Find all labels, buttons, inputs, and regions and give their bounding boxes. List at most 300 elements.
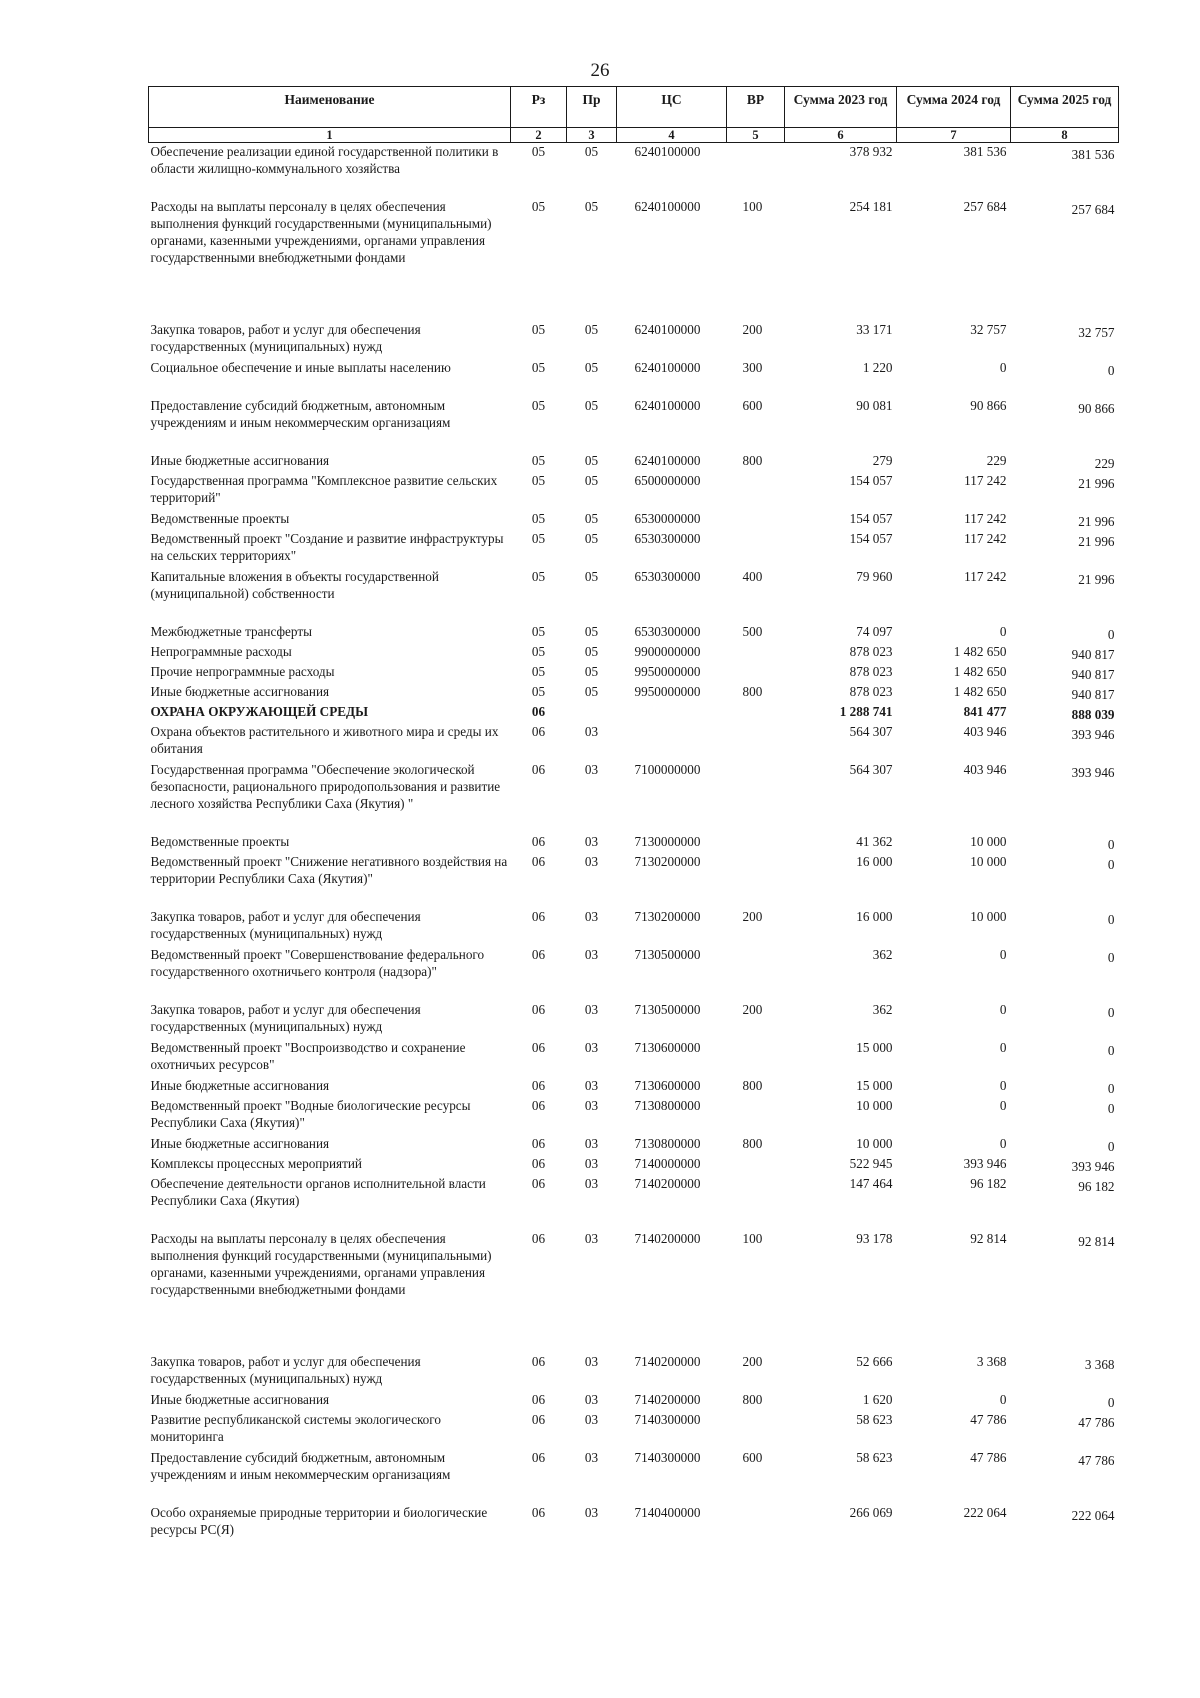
header-vr: ВР [727, 87, 785, 128]
row-sum-2025: 47 786 [1078, 1452, 1115, 1468]
row-sum-2025: 21 996 [1078, 475, 1115, 491]
row-rz: 05 [531, 530, 546, 546]
row-pr: 03 [584, 1097, 599, 1113]
row-sum-2024: 229 [986, 452, 1007, 468]
row-sum-2023: 16 000 [856, 853, 893, 869]
row-cs: 7130200000 [634, 853, 701, 869]
row-vr [727, 663, 785, 683]
header-sum-2025: Сумма 2025 год [1011, 87, 1119, 128]
row-sum-2023: 58 623 [856, 1449, 893, 1465]
row-cs: 6240100000 [634, 321, 701, 337]
row-rz: 05 [531, 144, 546, 159]
row-name: Обеспечение реализации единой государственной политики в области жилищно-коммунального хозяйства [150, 144, 499, 176]
row-name: Ведомственный проект "Создание и развитие инфраструктуры на сельских территориях" [150, 530, 504, 563]
row-sum-2024: 92 814 [970, 1230, 1007, 1246]
row-pr: 03 [584, 1077, 599, 1093]
row-sum-2024: 0 [999, 1097, 1007, 1113]
row-pr: 03 [584, 1230, 599, 1246]
header-col-number: 3 [567, 128, 617, 143]
row-cs: 6530000000 [634, 510, 701, 526]
row-vr: 200 [742, 908, 763, 924]
row-sum-2023: 154 057 [849, 530, 893, 546]
row-vr [727, 530, 785, 568]
table-row [149, 703, 1119, 723]
row-sum-2024: 10 000 [970, 853, 1007, 869]
row-pr: 03 [584, 1353, 599, 1369]
row-sum-2023: 254 181 [849, 198, 893, 214]
row-sum-2024: 0 [999, 359, 1007, 375]
row-cs: 7130800000 [634, 1097, 701, 1113]
row-name: Комплексы процессных мероприятий [150, 1155, 362, 1171]
row-name: Непрограммные расходы [150, 643, 292, 659]
row-rz: 06 [531, 761, 546, 777]
table-row [149, 946, 1119, 1001]
row-pr: 03 [584, 1391, 599, 1407]
row-sum-2023: 10 000 [856, 1135, 893, 1151]
row-name: Иные бюджетные ассигнования [150, 452, 330, 468]
row-pr: 05 [584, 359, 599, 375]
row-sum-2024: 1 482 650 [953, 643, 1007, 659]
row-vr: 800 [742, 683, 763, 699]
row-rz: 05 [531, 452, 546, 468]
row-sum-2024: 0 [999, 946, 1007, 962]
row-vr: 500 [742, 623, 763, 639]
row-sum-2024: 0 [999, 1135, 1007, 1151]
row-name: Развитие республиканской системы экологического мониторинга [150, 1411, 441, 1444]
row-sum-2024: 47 786 [970, 1411, 1007, 1427]
row-sum-2024: 0 [999, 1077, 1007, 1093]
row-name: Иные бюджетные ассигнования [150, 1135, 330, 1151]
header-col-number: 6 [785, 128, 897, 143]
row-name: Расходы на выплаты персоналу в целях обеспечения выполнения функций государственными (муниципальными) органами, казенными учреждениями, органами управления государственными внебюджетными фондами [150, 198, 492, 265]
row-rz: 05 [531, 472, 546, 488]
row-cs: 7130800000 [634, 1135, 701, 1151]
row-sum-2025: 0 [1107, 856, 1115, 872]
row-vr [727, 1039, 785, 1077]
row-cs: 7130600000 [634, 1039, 701, 1055]
table-row [149, 359, 1119, 397]
row-sum-2023: 1 220 [862, 359, 893, 375]
row-sum-2025: 0 [1107, 626, 1115, 642]
row-name: Ведомственный проект "Снижение негативного воздействия на территории Республики Саха (Якутия)" [150, 853, 508, 886]
row-pr: 03 [584, 1039, 599, 1055]
row-vr [727, 833, 785, 853]
row-rz: 05 [531, 663, 546, 679]
row-cs: 6240100000 [634, 198, 701, 214]
row-name: Государственная программа "Обеспечение экологической безопасности, рационального природопользования и развитие лесного хозяйства Республики Саха (Якутия) " [150, 761, 501, 811]
row-sum-2024: 0 [999, 1039, 1007, 1055]
row-cs: 6240100000 [634, 397, 701, 413]
header-name: Наименование [149, 87, 511, 128]
row-name: Предоставление субсидий бюджетным, автономным учреждениям и иным некоммерческим организациям [150, 397, 451, 430]
row-vr: 400 [742, 568, 763, 584]
row-vr: 600 [742, 397, 763, 413]
row-vr: 200 [742, 321, 763, 337]
row-cs: 7140000000 [634, 1155, 701, 1171]
row-sum-2023: 15 000 [856, 1039, 893, 1055]
table-row [149, 1230, 1119, 1353]
row-pr: 05 [584, 198, 599, 214]
row-cs: 6240100000 [634, 359, 701, 375]
row-pr: 05 [584, 321, 599, 337]
row-rz: 06 [531, 833, 546, 849]
row-sum-2025: 222 064 [1071, 1507, 1115, 1523]
row-sum-2023: 1 288 741 [839, 703, 893, 719]
row-name: Ведомственные проекты [150, 510, 290, 526]
row-rz: 06 [531, 1001, 546, 1017]
row-rz: 06 [531, 1411, 546, 1427]
row-cs: 7100000000 [634, 761, 701, 777]
row-name: Ведомственный проект "Водные биологические ресурсы Республики Саха (Якутия)" [150, 1097, 471, 1130]
row-sum-2025: 96 182 [1078, 1178, 1115, 1194]
row-rz: 05 [531, 643, 546, 659]
row-pr: 05 [584, 397, 599, 413]
row-sum-2023: 266 069 [849, 1504, 893, 1520]
row-name: Иные бюджетные ассигнования [150, 1391, 330, 1407]
row-pr: 03 [584, 1001, 599, 1017]
row-vr [727, 1411, 785, 1449]
row-cs: 7130000000 [634, 833, 701, 849]
row-name: Особо охраняемые природные территории и биологические ресурсы РС(Я) [150, 1504, 488, 1537]
row-rz: 06 [531, 1097, 546, 1113]
table-row [149, 643, 1119, 663]
table-row [149, 723, 1119, 761]
header-sum-2023: Сумма 2023 год [785, 87, 897, 128]
row-vr [727, 723, 785, 761]
row-name: ОХРАНА ОКРУЖАЮЩЕЙ СРЕДЫ [150, 703, 369, 719]
row-sum-2024: 96 182 [970, 1175, 1007, 1191]
row-cs [617, 723, 727, 761]
row-pr: 03 [584, 1155, 599, 1171]
row-rz: 05 [531, 321, 546, 337]
row-sum-2023: 564 307 [849, 761, 893, 777]
row-sum-2025: 47 786 [1078, 1414, 1115, 1430]
row-sum-2025: 21 996 [1078, 513, 1115, 529]
row-sum-2023: 154 057 [849, 510, 893, 526]
row-rz: 05 [531, 510, 546, 526]
row-name: Закупка товаров, работ и услуг для обеспечения государственных (муниципальных) нужд [150, 1001, 421, 1034]
row-sum-2023: 16 000 [856, 908, 893, 924]
row-pr: 05 [584, 683, 599, 699]
row-pr: 05 [584, 472, 599, 488]
row-sum-2025: 940 817 [1071, 686, 1115, 702]
table-row [149, 472, 1119, 510]
row-name: Обеспечение деятельности органов исполнительной власти Республики Саха (Якутия) [150, 1175, 486, 1208]
row-name: Закупка товаров, работ и услуг для обеспечения государственных (муниципальных) нужд [150, 1353, 421, 1386]
row-sum-2025: 92 814 [1078, 1233, 1115, 1249]
row-vr [727, 1097, 785, 1135]
row-vr [727, 510, 785, 530]
row-sum-2025: 393 946 [1071, 726, 1115, 742]
row-sum-2024: 0 [999, 623, 1007, 639]
row-sum-2023: 1 620 [862, 1391, 893, 1407]
table-row [149, 761, 1119, 833]
table-row [149, 1175, 1119, 1230]
table-row [149, 1135, 1119, 1155]
row-vr: 200 [742, 1001, 763, 1017]
row-vr: 300 [742, 359, 763, 375]
row-sum-2025: 0 [1107, 949, 1115, 965]
row-cs: 7140400000 [634, 1504, 701, 1520]
row-name: Закупка товаров, работ и услуг для обеспечения государственных (муниципальных) нужд [150, 908, 421, 941]
row-sum-2024: 1 482 650 [953, 683, 1007, 699]
row-sum-2025: 90 866 [1078, 400, 1115, 416]
header-pr: Пр [567, 87, 617, 128]
row-sum-2025: 0 [1107, 1138, 1115, 1154]
row-sum-2023: 41 362 [856, 833, 893, 849]
table-row [149, 1391, 1119, 1411]
row-rz: 05 [531, 623, 546, 639]
row-sum-2024: 47 786 [970, 1449, 1007, 1465]
header-col-number: 8 [1011, 128, 1119, 143]
row-vr [727, 703, 785, 723]
row-name: Иные бюджетные ассигнования [150, 683, 330, 699]
row-sum-2023: 362 [872, 1001, 893, 1017]
header-col-number: 5 [727, 128, 785, 143]
row-sum-2023: 15 000 [856, 1077, 893, 1093]
row-pr: 03 [584, 761, 599, 777]
table-row [149, 663, 1119, 683]
row-sum-2023: 10 000 [856, 1097, 893, 1113]
row-sum-2025: 32 757 [1078, 324, 1115, 340]
row-name: Расходы на выплаты персоналу в целях обеспечения выполнения функций государственными (муниципальными) органами, казенными учреждениями, органами управления государственными внебюджетными фондами [150, 1230, 492, 1297]
header-rz: Рз [511, 87, 567, 128]
row-name: Закупка товаров, работ и услуг для обеспечения государственных (муниципальных) нужд [150, 321, 421, 354]
row-rz: 05 [531, 568, 546, 584]
row-sum-2023: 878 023 [849, 643, 893, 659]
row-rz: 06 [531, 1155, 546, 1171]
row-sum-2023: 74 097 [856, 623, 893, 639]
row-cs: 6530300000 [634, 623, 701, 639]
row-sum-2025: 393 946 [1071, 1158, 1115, 1174]
row-sum-2023: 564 307 [849, 723, 893, 739]
row-vr [727, 472, 785, 510]
row-sum-2025: 229 [1094, 455, 1115, 471]
row-name: Капитальные вложения в объекты государственной (муниципальной) собственности [150, 568, 439, 601]
table-row [149, 568, 1119, 623]
table-row [149, 1155, 1119, 1175]
row-sum-2023: 93 178 [856, 1230, 893, 1246]
row-sum-2025: 940 817 [1071, 646, 1115, 662]
row-sum-2024: 0 [999, 1001, 1007, 1017]
row-name: Охрана объектов растительного и животного мира и среды их обитания [150, 723, 499, 756]
table-row [149, 833, 1119, 853]
row-pr: 03 [584, 1504, 599, 1520]
row-cs: 9950000000 [634, 683, 701, 699]
row-cs: 7130500000 [634, 946, 701, 962]
row-rz: 06 [531, 908, 546, 924]
row-name: Ведомственные проекты [150, 833, 290, 849]
table-header [149, 87, 1119, 143]
row-sum-2025: 3 368 [1084, 1356, 1115, 1372]
row-cs: 7140200000 [634, 1391, 701, 1407]
row-pr: 03 [584, 723, 599, 739]
row-sum-2024: 117 242 [964, 472, 1007, 488]
row-rz: 06 [531, 946, 546, 962]
header-col-number: 7 [897, 128, 1011, 143]
row-sum-2025: 0 [1107, 1042, 1115, 1058]
row-sum-2025: 0 [1107, 1004, 1115, 1020]
table-row [149, 683, 1119, 703]
row-pr: 05 [584, 510, 599, 526]
row-pr: 03 [584, 853, 599, 869]
row-rz: 06 [531, 1077, 546, 1093]
row-pr: 03 [584, 908, 599, 924]
row-sum-2024: 381 536 [963, 144, 1007, 159]
row-sum-2025: 393 946 [1071, 764, 1115, 780]
row-pr: 03 [584, 1449, 599, 1465]
row-cs: 7140300000 [634, 1411, 701, 1427]
row-pr: 05 [584, 643, 599, 659]
row-sum-2023: 90 081 [856, 397, 893, 413]
row-pr: 05 [584, 530, 599, 546]
table-row [149, 452, 1119, 472]
row-sum-2024: 117 242 [964, 568, 1007, 584]
row-sum-2023: 33 171 [856, 321, 893, 337]
table-row [149, 1449, 1119, 1504]
row-rz: 06 [531, 723, 546, 739]
row-cs: 6240100000 [634, 144, 701, 159]
row-sum-2025: 0 [1107, 836, 1115, 852]
row-cs: 7140200000 [634, 1353, 701, 1369]
table-row [149, 623, 1119, 643]
row-vr [727, 643, 785, 663]
row-pr: 03 [584, 833, 599, 849]
row-pr: 05 [584, 452, 599, 468]
row-rz: 05 [531, 397, 546, 413]
row-rz: 06 [531, 853, 546, 869]
table-row [149, 321, 1119, 359]
row-sum-2023: 154 057 [849, 472, 893, 488]
row-cs: 7130600000 [634, 1077, 701, 1093]
row-cs: 6240100000 [634, 452, 701, 468]
table-row [149, 853, 1119, 908]
row-cs: 6530300000 [634, 530, 701, 546]
row-pr: 05 [584, 663, 599, 679]
row-sum-2024: 1 482 650 [953, 663, 1007, 679]
row-pr: 03 [584, 946, 599, 962]
row-rz: 05 [531, 198, 546, 214]
row-sum-2024: 222 064 [963, 1504, 1007, 1520]
row-vr [727, 761, 785, 833]
header-cs: ЦС [617, 87, 727, 128]
row-sum-2023: 79 960 [856, 568, 893, 584]
row-vr [727, 853, 785, 908]
row-sum-2023: 362 [872, 946, 893, 962]
table-row [149, 1353, 1119, 1391]
row-name: Социальное обеспечение и иные выплаты населению [150, 359, 451, 375]
row-name: Государственная программа "Комплексное развитие сельских территорий" [150, 472, 498, 505]
row-sum-2023: 147 464 [849, 1175, 893, 1191]
row-cs: 9950000000 [634, 663, 701, 679]
row-sum-2025: 940 817 [1071, 666, 1115, 682]
row-vr: 800 [742, 1077, 763, 1093]
table-row [149, 510, 1119, 530]
row-pr: 05 [584, 144, 599, 159]
row-sum-2025: 21 996 [1078, 533, 1115, 549]
row-sum-2024: 393 946 [963, 1155, 1007, 1171]
row-name: Предоставление субсидий бюджетным, автономным учреждениям и иным некоммерческим организациям [150, 1449, 451, 1482]
row-sum-2024: 32 757 [970, 321, 1007, 337]
row-sum-2025: 257 684 [1071, 201, 1115, 217]
row-cs: 9900000000 [634, 643, 701, 659]
row-sum-2023: 52 666 [856, 1353, 893, 1369]
row-vr: 800 [742, 452, 763, 468]
row-sum-2025: 21 996 [1078, 571, 1115, 587]
row-vr [727, 1155, 785, 1175]
table-row [149, 198, 1119, 321]
row-sum-2025: 0 [1107, 1080, 1115, 1096]
row-rz: 05 [531, 359, 546, 375]
row-sum-2024: 3 368 [976, 1353, 1007, 1369]
table-row [149, 1504, 1119, 1542]
header-col-number: 4 [617, 128, 727, 143]
row-rz: 06 [531, 1391, 546, 1407]
row-cs: 6500000000 [634, 472, 701, 488]
table-row [149, 397, 1119, 452]
row-vr [727, 1504, 785, 1542]
header-sum-2024: Сумма 2024 год [897, 87, 1011, 128]
row-sum-2023: 878 023 [849, 683, 893, 699]
row-cs: 7140200000 [634, 1175, 701, 1191]
table-row [149, 1077, 1119, 1097]
row-rz: 06 [531, 1230, 546, 1246]
row-rz: 06 [531, 1175, 546, 1191]
row-sum-2024: 10 000 [970, 908, 1007, 924]
row-pr: 03 [584, 1411, 599, 1427]
row-sum-2023: 878 023 [849, 663, 893, 679]
row-vr [727, 1175, 785, 1230]
row-cs: 7140200000 [634, 1230, 701, 1246]
row-sum-2024: 257 684 [963, 198, 1007, 214]
row-pr: 05 [584, 568, 599, 584]
row-rz: 06 [531, 1135, 546, 1151]
row-sum-2023: 522 945 [849, 1155, 893, 1171]
row-vr [727, 143, 785, 198]
table-row [149, 1039, 1119, 1077]
row-cs [617, 703, 727, 723]
row-pr: 05 [584, 623, 599, 639]
row-name: Ведомственный проект "Воспроизводство и сохранение охотничьих ресурсов" [150, 1039, 466, 1072]
row-name: Прочие непрограммные расходы [150, 663, 335, 679]
table-row [149, 1097, 1119, 1135]
row-sum-2024: 403 946 [963, 761, 1007, 777]
row-cs: 7140300000 [634, 1449, 701, 1465]
row-vr: 800 [742, 1135, 763, 1151]
row-pr [567, 703, 617, 723]
table-row [149, 530, 1119, 568]
row-pr: 03 [584, 1135, 599, 1151]
budget-table [148, 86, 1119, 1542]
row-rz: 06 [531, 1504, 546, 1520]
row-rz: 06 [531, 1353, 546, 1369]
row-sum-2025: 381 536 [1071, 147, 1115, 162]
table-body [149, 143, 1119, 1542]
row-sum-2025: 0 [1107, 1100, 1115, 1116]
table-row [149, 1411, 1119, 1449]
table-row [149, 908, 1119, 946]
row-sum-2024: 10 000 [970, 833, 1007, 849]
row-cs: 6530300000 [634, 568, 701, 584]
row-vr: 600 [742, 1449, 763, 1465]
row-name: Межбюджетные трансферты [150, 623, 312, 639]
row-sum-2024: 90 866 [970, 397, 1007, 413]
row-rz: 06 [531, 703, 546, 719]
row-name: Иные бюджетные ассигнования [150, 1077, 330, 1093]
row-sum-2024: 117 242 [964, 510, 1007, 526]
header-col-number: 1 [149, 128, 511, 143]
row-vr: 800 [742, 1391, 763, 1407]
